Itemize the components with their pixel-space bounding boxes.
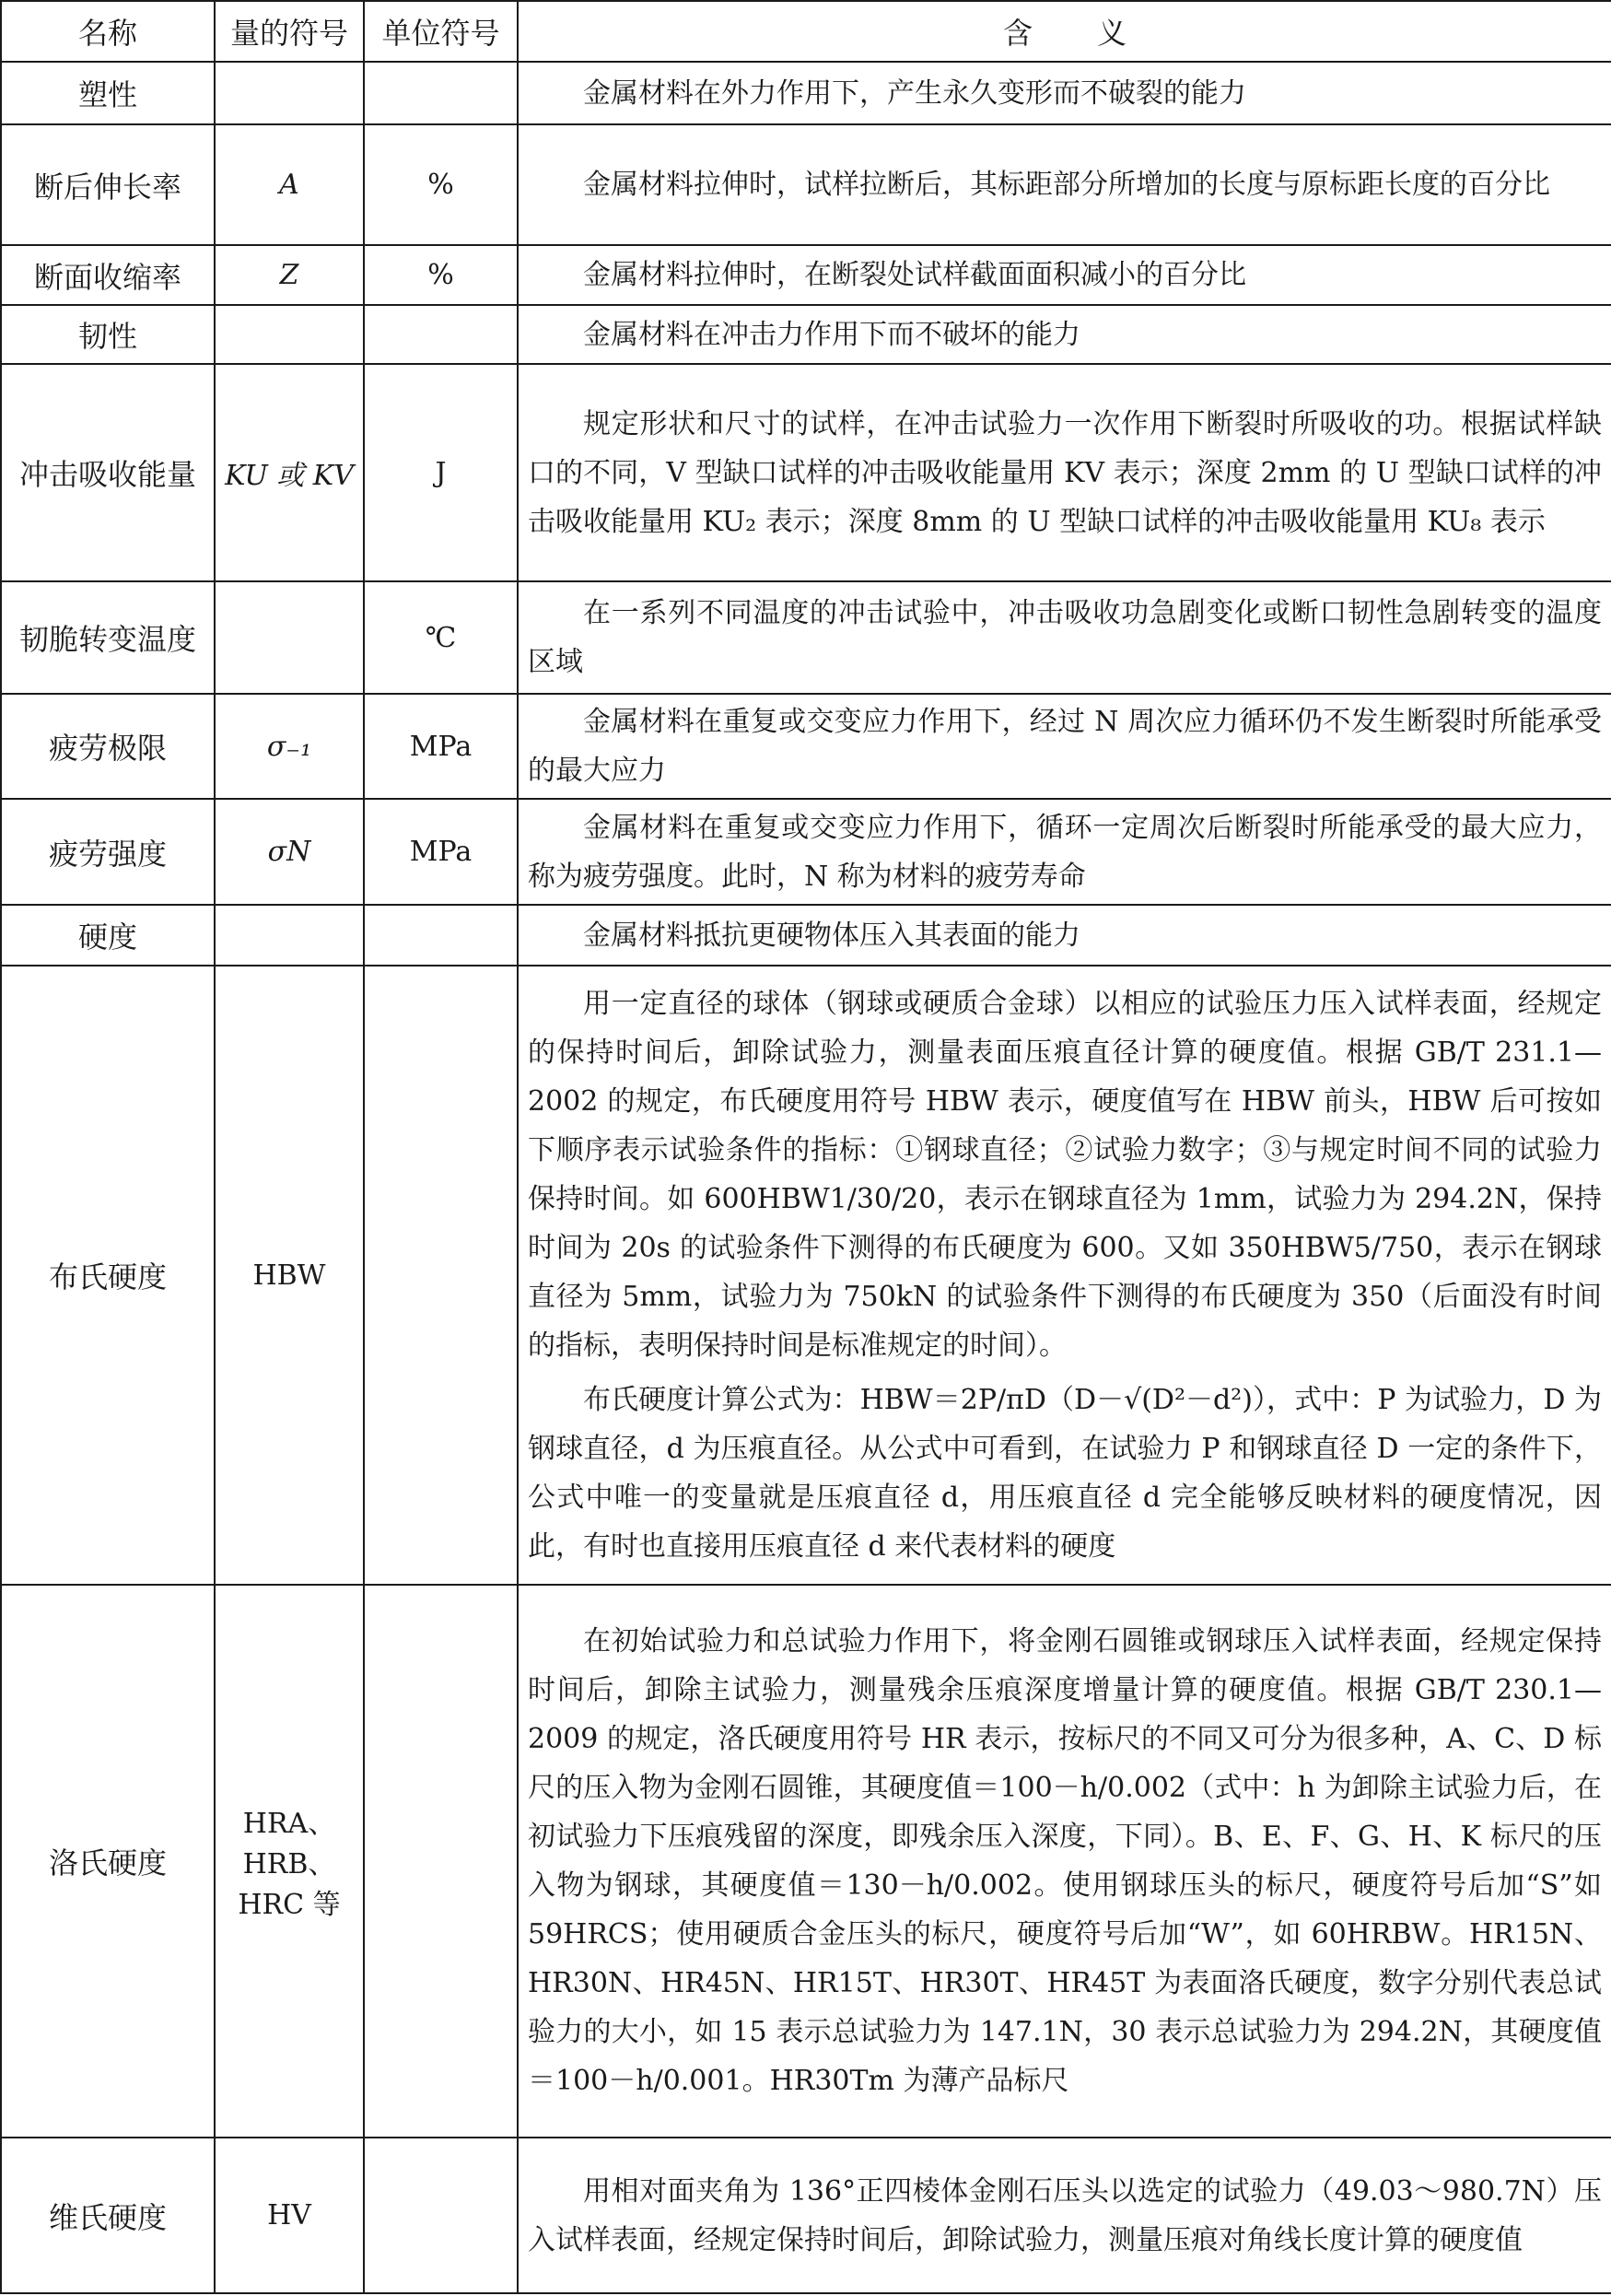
table-row: [1, 305, 1611, 364]
unit-symbol: [364, 62, 518, 124]
table-row: [1, 124, 1611, 245]
meaning-text: 金属材料在重复或交变应力作用下，循环一定周次后断裂时所能承受的最大应力，称为疲劳强度。此时，N 称为材料的疲劳寿命: [528, 811, 1602, 893]
meaning-text: 金属材料拉伸时，试样拉断后，其标距部分所增加的长度与原标距长度的百分比: [583, 169, 1550, 201]
header-meaning: [518, 1, 1611, 62]
meaning-text: 布氏硬度计算公式为：HBW＝2P/πD（D－√(D²－d²)），式中：P 为试验力，D 为钢球直径，d 为压痕直径。从公式中可看到，在试验力 P 和钢球直径 D 一定的条件下，公式中唯一的变量就是压痕直径 d，用压痕直径 d 完全能够反映材料的硬度情况，因此，有时也直接用压痕直径 d 来代表材料的硬度: [528, 1384, 1602, 1563]
property-name: 断面收缩率: [1, 245, 215, 305]
meaning-text: 用一定直径的球体（钢球或硬质合金球）以相应的试验压力压入试样表面，经规定的保持时间后，卸除试验力，测量表面压痕直径计算的硬度值。根据 GB/T 231.1—2002 的规定，布氏硬度用符号 HBW 表示，硬度值写在 HBW 前头，HBW 后可按如下顺序表示试验条件的指标：①钢球直径；②试验力数字；③与规定时间不同的试验力保持时间。如 600HBW1/30/20，表示在钢球直径为 1mm，试验力为 294.2N，保持时间为 20s 的试验条件下测得的布氏硬度为 600。又如 350HBW5/750，表示在钢球直径为 5mm，试验力为 750kN 的试验条件下测得的布氏硬度为 350（后面没有时间的指标，表明保持时间是标准规定的时间）。: [528, 988, 1602, 1362]
meaning-text: 金属材料在外力作用下，产生永久变形而不破裂的能力: [583, 76, 1246, 110]
meaning-text: 金属材料在冲击力作用下而不破坏的能力: [583, 318, 1080, 351]
table-row: [1, 581, 1611, 694]
header-name: 名称: [1, 1, 215, 62]
meaning-text: 用相对面夹角为 136°正四棱体金刚石压头以选定的试验力（49.03～980.7N）压入试样表面，经规定保持时间后，卸除试验力，测量压痕对角线长度计算的硬度值: [528, 2174, 1602, 2256]
property-name: 布氏硬度: [1, 966, 215, 1585]
meaning-cell: [518, 581, 1611, 694]
unit-symbol: %: [364, 245, 518, 305]
meaning-cell: [518, 799, 1611, 905]
table-row: [1, 364, 1611, 581]
table-row: [1, 1585, 1611, 2138]
meaning-text: 在初始试验力和总试验力作用下，将金刚石圆锥或钢球压入试样表面，经规定保持时间后，卸除主试验力，测量残余压痕深度增量计算的硬度值。根据 GB/T 230.1—2009 的规定，洛氏硬度用符号 HR 表示，按标尺的不同又可分为很多种，A、C、D 标尺的压入物为金刚石圆锥，其硬度值＝100－h/0.002（式中：h 为卸除主试验力后，在初试验力下压痕残留的深度，即残余压入深度，下同）。B、E、F、G、H、K 标尺的压入物为钢球，其硬度值＝130－h/0.002。使用钢球压头的标尺，硬度符号后加“S”如 59HRCS；使用硬质合金压头的标尺，硬度符号后加“W”，如 60HRBW。HR15N、HR30N、HR45N、HR15T、HR30T、HR45T 为表面洛氏硬度，数字分别代表总试验力的大小，如 15 表示总试验力为 147.1N，30 表示总试验力为 294.2N，其硬度值＝100－h/0.001。HR30Tm 为薄产品标尺: [528, 1625, 1602, 2097]
unit-symbol: MPa: [364, 694, 518, 799]
property-name: 疲劳极限: [1, 694, 215, 799]
meaning-cell: [518, 966, 1611, 1585]
meaning-cell: [518, 1585, 1611, 2138]
property-name: 韧性: [1, 305, 215, 364]
unit-symbol: [364, 966, 518, 1585]
meaning-cell: [518, 305, 1611, 364]
unit-symbol: ℃: [364, 581, 518, 694]
property-name: 冲击吸收能量: [1, 364, 215, 581]
quantity-symbol: A: [215, 124, 364, 245]
property-name: 疲劳强度: [1, 799, 215, 905]
property-name: 维氏硬度: [1, 2138, 215, 2293]
unit-symbol: [364, 1585, 518, 2138]
table-row: [1, 2138, 1611, 2293]
quantity-symbol: σ₋₁: [215, 694, 364, 799]
table-row: [1, 799, 1611, 905]
quantity-symbol: σN: [215, 799, 364, 905]
unit-symbol: MPa: [364, 799, 518, 905]
meaning-text: 规定形状和尺寸的试样，在冲击试验力一次作用下断裂时所吸收的功。根据试样缺口的不同，V 型缺口试样的冲击吸收能量用 KV 表示；深度 2mm 的 U 型缺口试样的冲击吸收能量用 KU₂ 表示；深度 8mm 的 U 型缺口试样的冲击吸收能量用 KU₈ 表示: [528, 407, 1602, 538]
unit-symbol: [364, 305, 518, 364]
header-row: [1, 1, 1611, 62]
quantity-symbol: HV: [215, 2138, 364, 2293]
unit-symbol: [364, 905, 518, 966]
quantity-symbol: HRA、HRB、HRC 等: [215, 1585, 364, 2138]
property-name: 断后伸长率: [1, 124, 215, 245]
table-row: [1, 62, 1611, 124]
meaning-text: 金属材料拉伸时，在断裂处试样截面面积减小的百分比: [583, 259, 1246, 291]
meaning-cell: [518, 364, 1611, 581]
header-symbol: 量的符号: [215, 1, 364, 62]
table-row: [1, 694, 1611, 799]
quantity-symbol: [215, 62, 364, 124]
quantity-symbol: [215, 581, 364, 694]
property-name: 塑性: [1, 62, 215, 124]
unit-symbol: [364, 2138, 518, 2293]
table-row: [1, 245, 1611, 305]
meaning-text: 金属材料抵抗更硬物体压入其表面的能力: [583, 919, 1080, 952]
meaning-cell: [518, 62, 1611, 124]
quantity-symbol: [215, 905, 364, 966]
header-meaning-left: 含: [1002, 16, 1033, 51]
meaning-text: 金属材料在重复或交变应力作用下，经过 N 周次应力循环仍不发生断裂时所能承受的最大应力: [528, 706, 1602, 787]
header-meaning-right: 义: [1097, 16, 1127, 51]
quantity-symbol: KU 或 KV: [215, 364, 364, 581]
quantity-symbol: [215, 305, 364, 364]
meaning-text: 在一系列不同温度的冲击试验中，冲击吸收功急剧变化或断口韧性急剧转变的温度区域: [528, 597, 1602, 678]
meaning-cell: [518, 905, 1611, 966]
quantity-symbol: Z: [215, 245, 364, 305]
table-row: [1, 905, 1611, 966]
unit-symbol: J: [364, 364, 518, 581]
property-name: 硬度: [1, 905, 215, 966]
table-row: [1, 966, 1611, 1585]
property-name: 洛氏硬度: [1, 1585, 215, 2138]
meaning-cell: [518, 124, 1611, 245]
header-unit: 单位符号: [364, 1, 518, 62]
meaning-cell: [518, 2138, 1611, 2293]
property-name: 韧脆转变温度: [1, 581, 215, 694]
meaning-cell: [518, 245, 1611, 305]
unit-symbol: %: [364, 124, 518, 245]
quantity-symbol: HBW: [215, 966, 364, 1585]
meaning-cell: [518, 694, 1611, 799]
